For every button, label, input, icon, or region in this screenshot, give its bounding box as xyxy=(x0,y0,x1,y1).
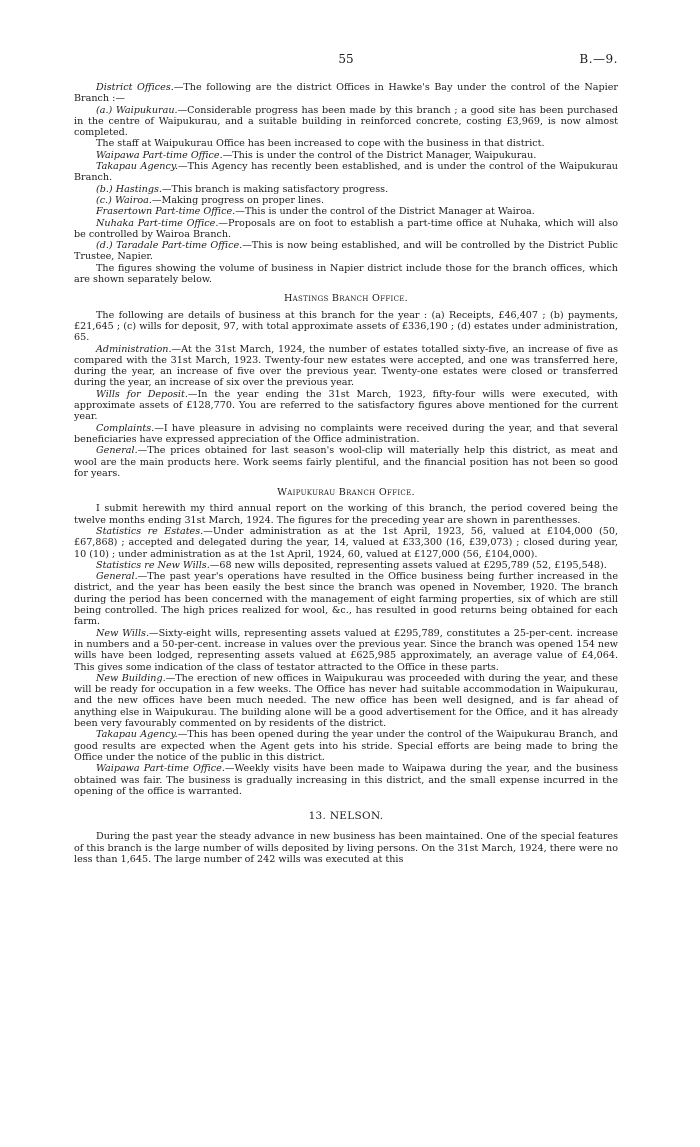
paragraph-text: I submit herewith my third annual report on the working of this branch, the period covered being the twelve months ending 31st March, 1924. The figures for the preceding year are shown in parenthesses. xyxy=(74,503,618,526)
paragraph xyxy=(74,105,618,139)
paragraph-lead: New Wills. xyxy=(96,627,149,639)
paragraph-text: —The following are the district Offices in Hawke's Bay under the control of the Napier Branch :— xyxy=(74,82,619,105)
paragraph-lead: Takapau Agency. xyxy=(96,161,179,173)
paragraph-lead: General. xyxy=(96,445,138,457)
paragraph-lead: Statistics re Estates. xyxy=(96,525,204,537)
paragraph xyxy=(74,628,618,673)
paragraph-text: —Making progress on proper lines. xyxy=(151,194,325,206)
paragraph xyxy=(74,526,618,560)
nelson-section xyxy=(74,811,618,865)
paragraph xyxy=(74,389,618,423)
paragraph xyxy=(74,184,618,195)
paragraph xyxy=(74,729,618,763)
section-heading: Hastings Branch Office. xyxy=(284,293,408,305)
paragraph-text: —This is under the control of the District Manager at Wairoa. xyxy=(235,206,535,218)
paragraph-text: —The prices obtained for last season's wool-clip will materially help this district, as meat and wool are the main products here. Work seems fairly plentiful, and the financial position has not been so good for years. xyxy=(74,445,618,479)
paragraph xyxy=(74,82,618,105)
paragraph-text: —Under administration as at the 1st April, 1923, 56, valued at £104,000 (50, £67,868) ; accepted and delegated during the year, 14, valued at £33,300 (16, £39,073) ; closed during year, 10 (10) ; under administration as at the 1st April, 1924, 60, valued at £127,000 (56, £104,000). xyxy=(74,525,618,560)
paragraph-lead: (c.) Wairoa. xyxy=(96,194,152,206)
paragraph-text: The staff at Waipukurau Office has been increased to cope with the business in that district. xyxy=(96,138,545,150)
paragraph-text: —This is now being established, and will be controlled by the District Public Trustee, Napier. xyxy=(74,240,618,263)
paragraph-lead: Nuhaka Part-time Office. xyxy=(96,217,219,229)
paragraph-text: —This Agency has recently been established, and is under the control of the Waipukurau Branch. xyxy=(74,161,618,184)
waipukurau-branch-section xyxy=(74,487,618,797)
paragraph xyxy=(74,503,618,526)
paragraph xyxy=(74,195,618,206)
paragraph-text: During the past year the steady advance in new business has been maintained. One of the special features of this branch is the large number of wills deposited by living persons. On the 31st March, 1924, there were no less than 1,645. The large number of 242 wills was executed at this xyxy=(74,831,618,865)
paragraph-lead: Administration. xyxy=(96,343,172,355)
paragraph-text: —Weekly visits have been made to Waipawa during the year, and the business obtained was fair. The business is gradually increasing in this district, and the small expense incurred in the opening of the office is warranted. xyxy=(74,763,618,797)
page-header xyxy=(74,52,618,72)
paragraph-text: The figures showing the volume of business in Napier district include those for the branch offices, which are shown separately below. xyxy=(74,262,618,286)
paragraph xyxy=(74,423,618,446)
paragraph xyxy=(74,263,618,286)
paragraph-lead: New Building. xyxy=(96,672,166,684)
paragraph-lead: (d.) Taradale Part-time Office. xyxy=(96,240,243,252)
hastings-branch-section xyxy=(74,293,618,479)
paragraph-text: —Proposals are on foot to establish a part-time office at Nuhaka, which will also be controlled by Wairoa Branch. xyxy=(74,217,618,240)
paragraph xyxy=(74,571,618,627)
paragraph-text: —Considerable progress has been made by this branch ; a good site has been purchased in the centre of Waipukurau, and a suitable building in reinforced concrete, costing £3,969, is now almost completed. xyxy=(74,104,619,139)
paragraph-text: —68 new wills deposited, representing assets valued at £295,789 (52, £195,548). xyxy=(209,559,607,571)
paragraph xyxy=(74,344,618,389)
paragraph xyxy=(74,673,618,729)
paragraph-text: —This branch is making satisfactory progress. xyxy=(161,183,389,195)
paragraph xyxy=(74,445,618,479)
paragraph-text: —I have pleasure in advising no complaints were received during the year, and that several beneficiaries have expressed appreciation of the Office administration. xyxy=(74,422,618,445)
paragraph-text: —Sixty-eight wills, representing assets valued at £295,789, constitutes a 25-per-cent. increase in numbers and a 50-per-cent. increase in values over the previous year. Since the branch was opened 154 new wills have been lodged, representing assets valued at £625,985 approximately, an average value of £4,064. This gives some indication of the class of testator attracted to the Office in these parts. xyxy=(74,627,618,673)
paragraph xyxy=(74,161,618,184)
paragraph xyxy=(74,150,618,161)
paragraph-lead: (a.) Waipukurau. xyxy=(96,104,178,116)
paragraph-text: —At the 31st March, 1924, the number of estates totalled sixty-five, an increase of five as compared with the 31st March, 1923. Twenty-four new estates were accepted, and one was transferred here, during the year, an increase of five over the previous year. Twenty-one estates were closed or transferred during the year, an increase of six over the previous year. xyxy=(74,343,618,389)
paragraph-lead: Statistics re New Wills. xyxy=(96,559,210,571)
paragraph-lead: Takapau Agency. xyxy=(96,729,178,741)
paragraph-text: The following are details of business at this branch for the year : (a) Receipts, £46,407 ; (b) payments, £21,645 ; (c) wills for deposit, 97, with total approximate assets of £336,190 ; (d) estates under administration, 65. xyxy=(74,309,618,344)
section-heading: Waipukurau Branch Office. xyxy=(277,487,415,499)
paragraph xyxy=(74,763,618,797)
paragraph xyxy=(74,218,618,241)
paragraph-lead: General. xyxy=(96,571,138,583)
paragraph-lead: District Offices. xyxy=(96,82,174,93)
napier-district-offices-section xyxy=(74,82,618,285)
paragraph-lead: Waipawa Part-time Office. xyxy=(96,149,223,161)
paragraph-text: —In the year ending the 31st March, 1923, fifty-four wills were executed, with approximate assets of £128,770. You are referred to the satisfactory figures above mentioned for the current year. xyxy=(74,388,618,423)
paragraph-text: —The past year's operations have resulted in the Office business being further increased in the district, and the year has been easily the best since the branch was opened in November, 1920. The branch during the period has been concerned with the management of eight farming properties, six of which are still being controlled. The high prices realized for wool, &c., has resulted in good returns being obtained for each farm. xyxy=(74,571,618,628)
document-code: B.—9. xyxy=(579,52,618,66)
paragraph xyxy=(74,560,618,571)
paragraph-text: —The erection of new offices in Waipukurau was proceeded with during the year, and these will be ready for occupation in a few weeks. The Office has never had suitable accommodation in Waipukurau, and the new offices have been much needed. The new office has been well designed, and is far ahead of anything else in Waipukurau. The building alone will be a good advertisement for the Office, and it has already been very favourably commented on by residents of the district. xyxy=(74,672,618,730)
paragraph xyxy=(74,138,618,149)
paragraph-lead: Wills for Deposit. xyxy=(96,388,188,400)
page-number: 55 xyxy=(338,52,354,66)
paragraph xyxy=(74,831,618,865)
paragraph-text: —This is under the control of the District Manager, Waipukurau. xyxy=(222,149,537,161)
paragraph-lead: Complaints. xyxy=(96,422,155,434)
paragraph-lead: Waipawa Part-time Office. xyxy=(96,763,225,775)
paragraph-lead: (b.) Hastings. xyxy=(96,183,162,195)
paragraph xyxy=(74,310,618,344)
paragraph-lead: Frasertown Part-time Office. xyxy=(96,206,236,218)
section-heading: 13. NELSON. xyxy=(308,810,384,823)
paragraph-text: —This has been opened during the year under the control of the Waipukurau Branch, and good results are expected when the Agent gets into his stride. Special efforts are being made to bring the Office under the notice of the public in this district. xyxy=(74,729,618,763)
paragraph xyxy=(74,240,618,263)
paragraph xyxy=(74,206,618,217)
